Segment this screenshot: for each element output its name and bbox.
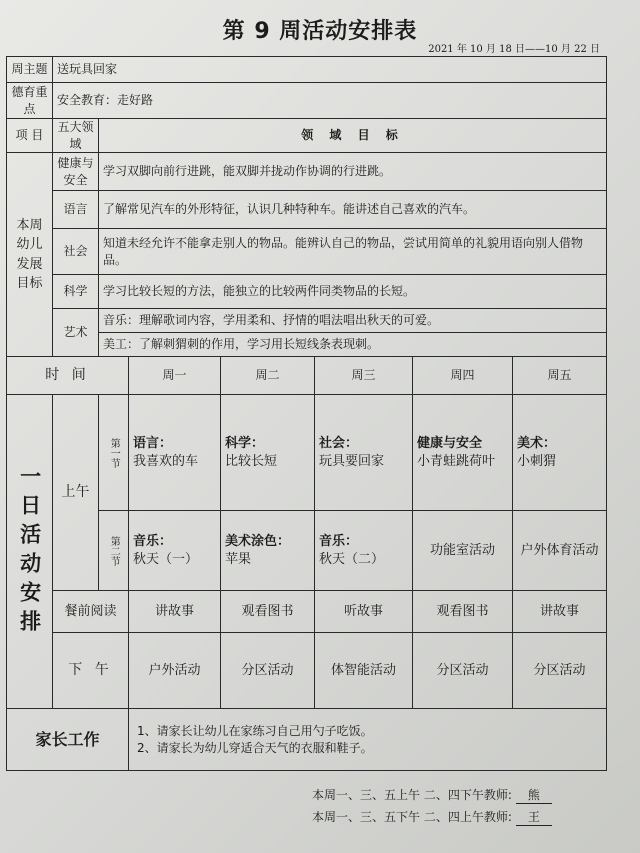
domain-goals-header: 领 域 目 标 — [99, 119, 607, 153]
parent-work-row — [7, 709, 607, 771]
goal-domain: 社会 — [53, 229, 99, 275]
morning-label: 上午 — [53, 395, 99, 591]
afternoon-row — [7, 633, 607, 709]
session2-tuesday: 美术涂色： 苹果 — [221, 511, 315, 591]
goal-domain: 语言 — [53, 191, 99, 229]
footer-line-2 — [312, 808, 552, 826]
teacher-name: 熊 — [516, 786, 552, 804]
goal-text: 学习双脚向前行进跳，能双脚并拢动作协调的行进跳。 — [99, 153, 607, 191]
footer-line-1 — [312, 786, 552, 804]
session1-friday: 美术： 小刺猬 — [513, 395, 607, 511]
goal-row — [7, 191, 607, 229]
daily-activity-label: 一日活动安排 — [17, 464, 42, 639]
day-monday: 周一 — [129, 357, 221, 395]
reading-label: 餐前阅读 — [53, 591, 129, 633]
afternoon-label: 下 午 — [53, 633, 129, 709]
session1-thursday: 健康与安全 小青蛙跳荷叶 — [413, 395, 513, 511]
footer-text: 本周一、三、五下午 二、四上午教师: — [312, 810, 512, 824]
theme-value: 送玩具回家 — [53, 57, 607, 83]
goal-domain: 艺术 — [53, 309, 99, 357]
time-header-row — [7, 357, 607, 395]
goal-text: 美工：了解刺猬刺的作用，学习用长短线条表现刺。 — [99, 333, 607, 357]
theme-label: 周主题 — [7, 57, 53, 83]
session1-row — [7, 395, 607, 511]
day-wednesday: 周三 — [315, 357, 413, 395]
moral-value: 安全教育：走好路 — [53, 83, 607, 119]
goal-text: 知道未经允许不能拿走别人的物品。能辨认自己的物品，尝试用简单的礼貌用语向别人借物品。 — [99, 229, 607, 275]
goal-row — [7, 153, 607, 191]
reading-wednesday: 听故事 — [315, 591, 413, 633]
moral-row — [7, 83, 607, 119]
afternoon-tuesday: 分区活动 — [221, 633, 315, 709]
theme-row — [7, 57, 607, 83]
reading-tuesday: 观看图书 — [221, 591, 315, 633]
session2-wednesday: 音乐： 秋天（二） — [315, 511, 413, 591]
parent-work-content — [129, 709, 607, 771]
session1-label: 第一节 — [108, 437, 120, 468]
moral-label: 德育重点 — [7, 83, 53, 119]
item-header: 项 目 — [7, 119, 53, 153]
afternoon-friday: 分区活动 — [513, 633, 607, 709]
afternoon-monday: 户外活动 — [129, 633, 221, 709]
session2-thursday: 功能室活动 — [413, 511, 513, 591]
goal-text: 了解常见汽车的外形特征，认识几种特种车。能讲述自己喜欢的汽车。 — [99, 191, 607, 229]
time-label: 时 间 — [7, 357, 129, 395]
session2-monday: 音乐： 秋天（一） — [129, 511, 221, 591]
reading-friday: 讲故事 — [513, 591, 607, 633]
goal-domain: 科学 — [53, 275, 99, 309]
day-thursday: 周四 — [413, 357, 513, 395]
reading-thursday: 观看图书 — [413, 591, 513, 633]
goal-row — [7, 309, 607, 333]
daily-activity-side — [7, 395, 53, 709]
goals-header-row — [7, 119, 607, 153]
session1-tuesday: 科学： 比较长短 — [221, 395, 315, 511]
parent-work-item: 2、请家长为幼儿穿适合天气的衣服和鞋子。 — [137, 740, 373, 755]
date-range: 2021 年 10 月 18 日——10 月 22 日 — [428, 44, 600, 55]
day-friday: 周五 — [513, 357, 607, 395]
afternoon-thursday: 分区活动 — [413, 633, 513, 709]
reading-monday: 讲故事 — [129, 591, 221, 633]
session1-cell — [99, 395, 129, 511]
session2-cell — [99, 511, 129, 591]
session2-label: 第二节 — [108, 535, 120, 566]
goals-side-label: 本周幼儿发展目标 — [7, 153, 53, 357]
goal-row — [7, 275, 607, 309]
afternoon-wednesday: 体智能活动 — [315, 633, 413, 709]
session1-monday: 语言： 我喜欢的车 — [129, 395, 221, 511]
reading-row — [7, 591, 607, 633]
goal-row — [7, 229, 607, 275]
session1-wednesday: 社会： 玩具要回家 — [315, 395, 413, 511]
activity-schedule-table — [6, 56, 607, 771]
five-domains-header: 五大领域 — [53, 119, 99, 153]
parent-work-item: 1、请家长让幼儿在家练习自己用勺子吃饭。 — [137, 724, 373, 739]
goal-text: 音乐：理解歌词内容，学用柔和、抒情的唱法唱出秋天的可爱。 — [99, 309, 607, 333]
parent-work-label: 家长工作 — [7, 709, 129, 771]
session2-friday: 户外体育活动 — [513, 511, 607, 591]
goal-text: 学习比较长短的方法，能独立的比较两件同类物品的长短。 — [99, 275, 607, 309]
page-title: 第 9 周活动安排表 — [222, 19, 418, 44]
footer-text: 本周一、三、五上午 二、四下午教师: — [312, 788, 512, 802]
day-tuesday: 周二 — [221, 357, 315, 395]
teacher-name: 王 — [516, 808, 552, 826]
goal-domain: 健康与安全 — [53, 153, 99, 191]
